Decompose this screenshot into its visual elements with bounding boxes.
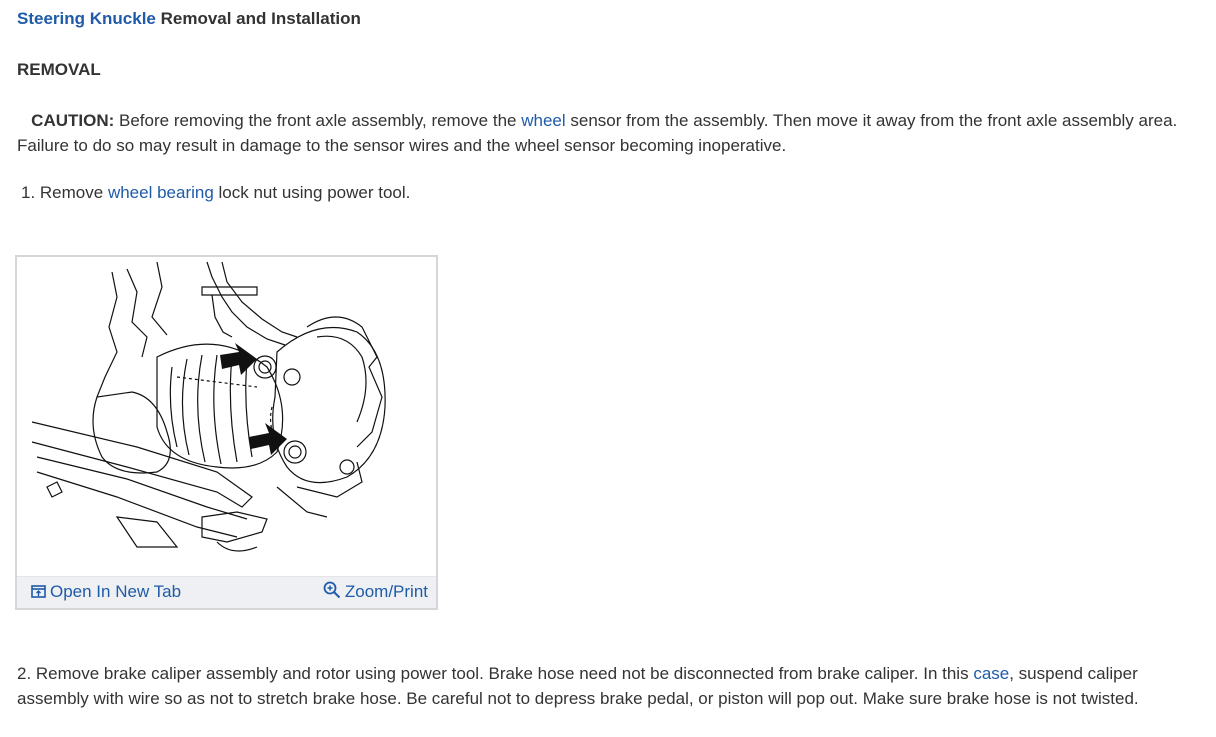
step-1-suffix: lock nut using power tool.	[213, 183, 411, 202]
step-1-prefix: 1. Remove	[21, 183, 108, 202]
zoom-print-label: Zoom/Print	[344, 582, 428, 601]
section-heading-removal: REMOVAL	[17, 60, 101, 79]
case-link[interactable]: case	[973, 664, 1010, 683]
figure-caption-bar	[17, 576, 436, 608]
wheel-link[interactable]: wheel	[521, 111, 566, 130]
caution-label: CAUTION:	[31, 111, 115, 130]
page-title-text: Removal and Installation	[155, 9, 361, 28]
open-in-new-tab-button[interactable]	[31, 582, 181, 604]
page-title	[17, 9, 361, 29]
step-1	[21, 183, 410, 203]
wheel-bearing-link[interactable]: wheel bearing	[107, 183, 214, 202]
step-2-prefix: 2. Remove brake caliper assembly and rotor using power tool. Brake hose need not be disconnected from brake caliper. In this	[17, 664, 974, 683]
step-2-suffix: , suspend caliper assembly with wire so as not to stretch brake hose. Be careful not to depress brake pedal, or piston will pop out. Make sure brake hose is not twisted.	[17, 664, 1139, 708]
steering-knuckle-link[interactable]: Steering Knuckle	[17, 9, 156, 28]
open-in-new-tab-label: Open In New Tab	[50, 582, 182, 601]
steering-knuckle-illustration[interactable]	[17, 257, 436, 577]
caution-text-after: sensor from the assembly. Then move it away from the front axle assembly area. Failure to do so may result in damage to the sensor wires and the wheel sensor becoming inoperative.	[17, 111, 1178, 155]
zoom-print-button[interactable]	[323, 581, 428, 604]
caution-text-before: Before removing the front axle assembly, remove the	[114, 111, 522, 130]
caution-paragraph	[17, 108, 1216, 158]
step-2	[17, 661, 1207, 711]
magnifier-plus-icon	[323, 581, 341, 604]
figure-box	[15, 255, 438, 610]
open-new-tab-icon	[31, 584, 46, 604]
